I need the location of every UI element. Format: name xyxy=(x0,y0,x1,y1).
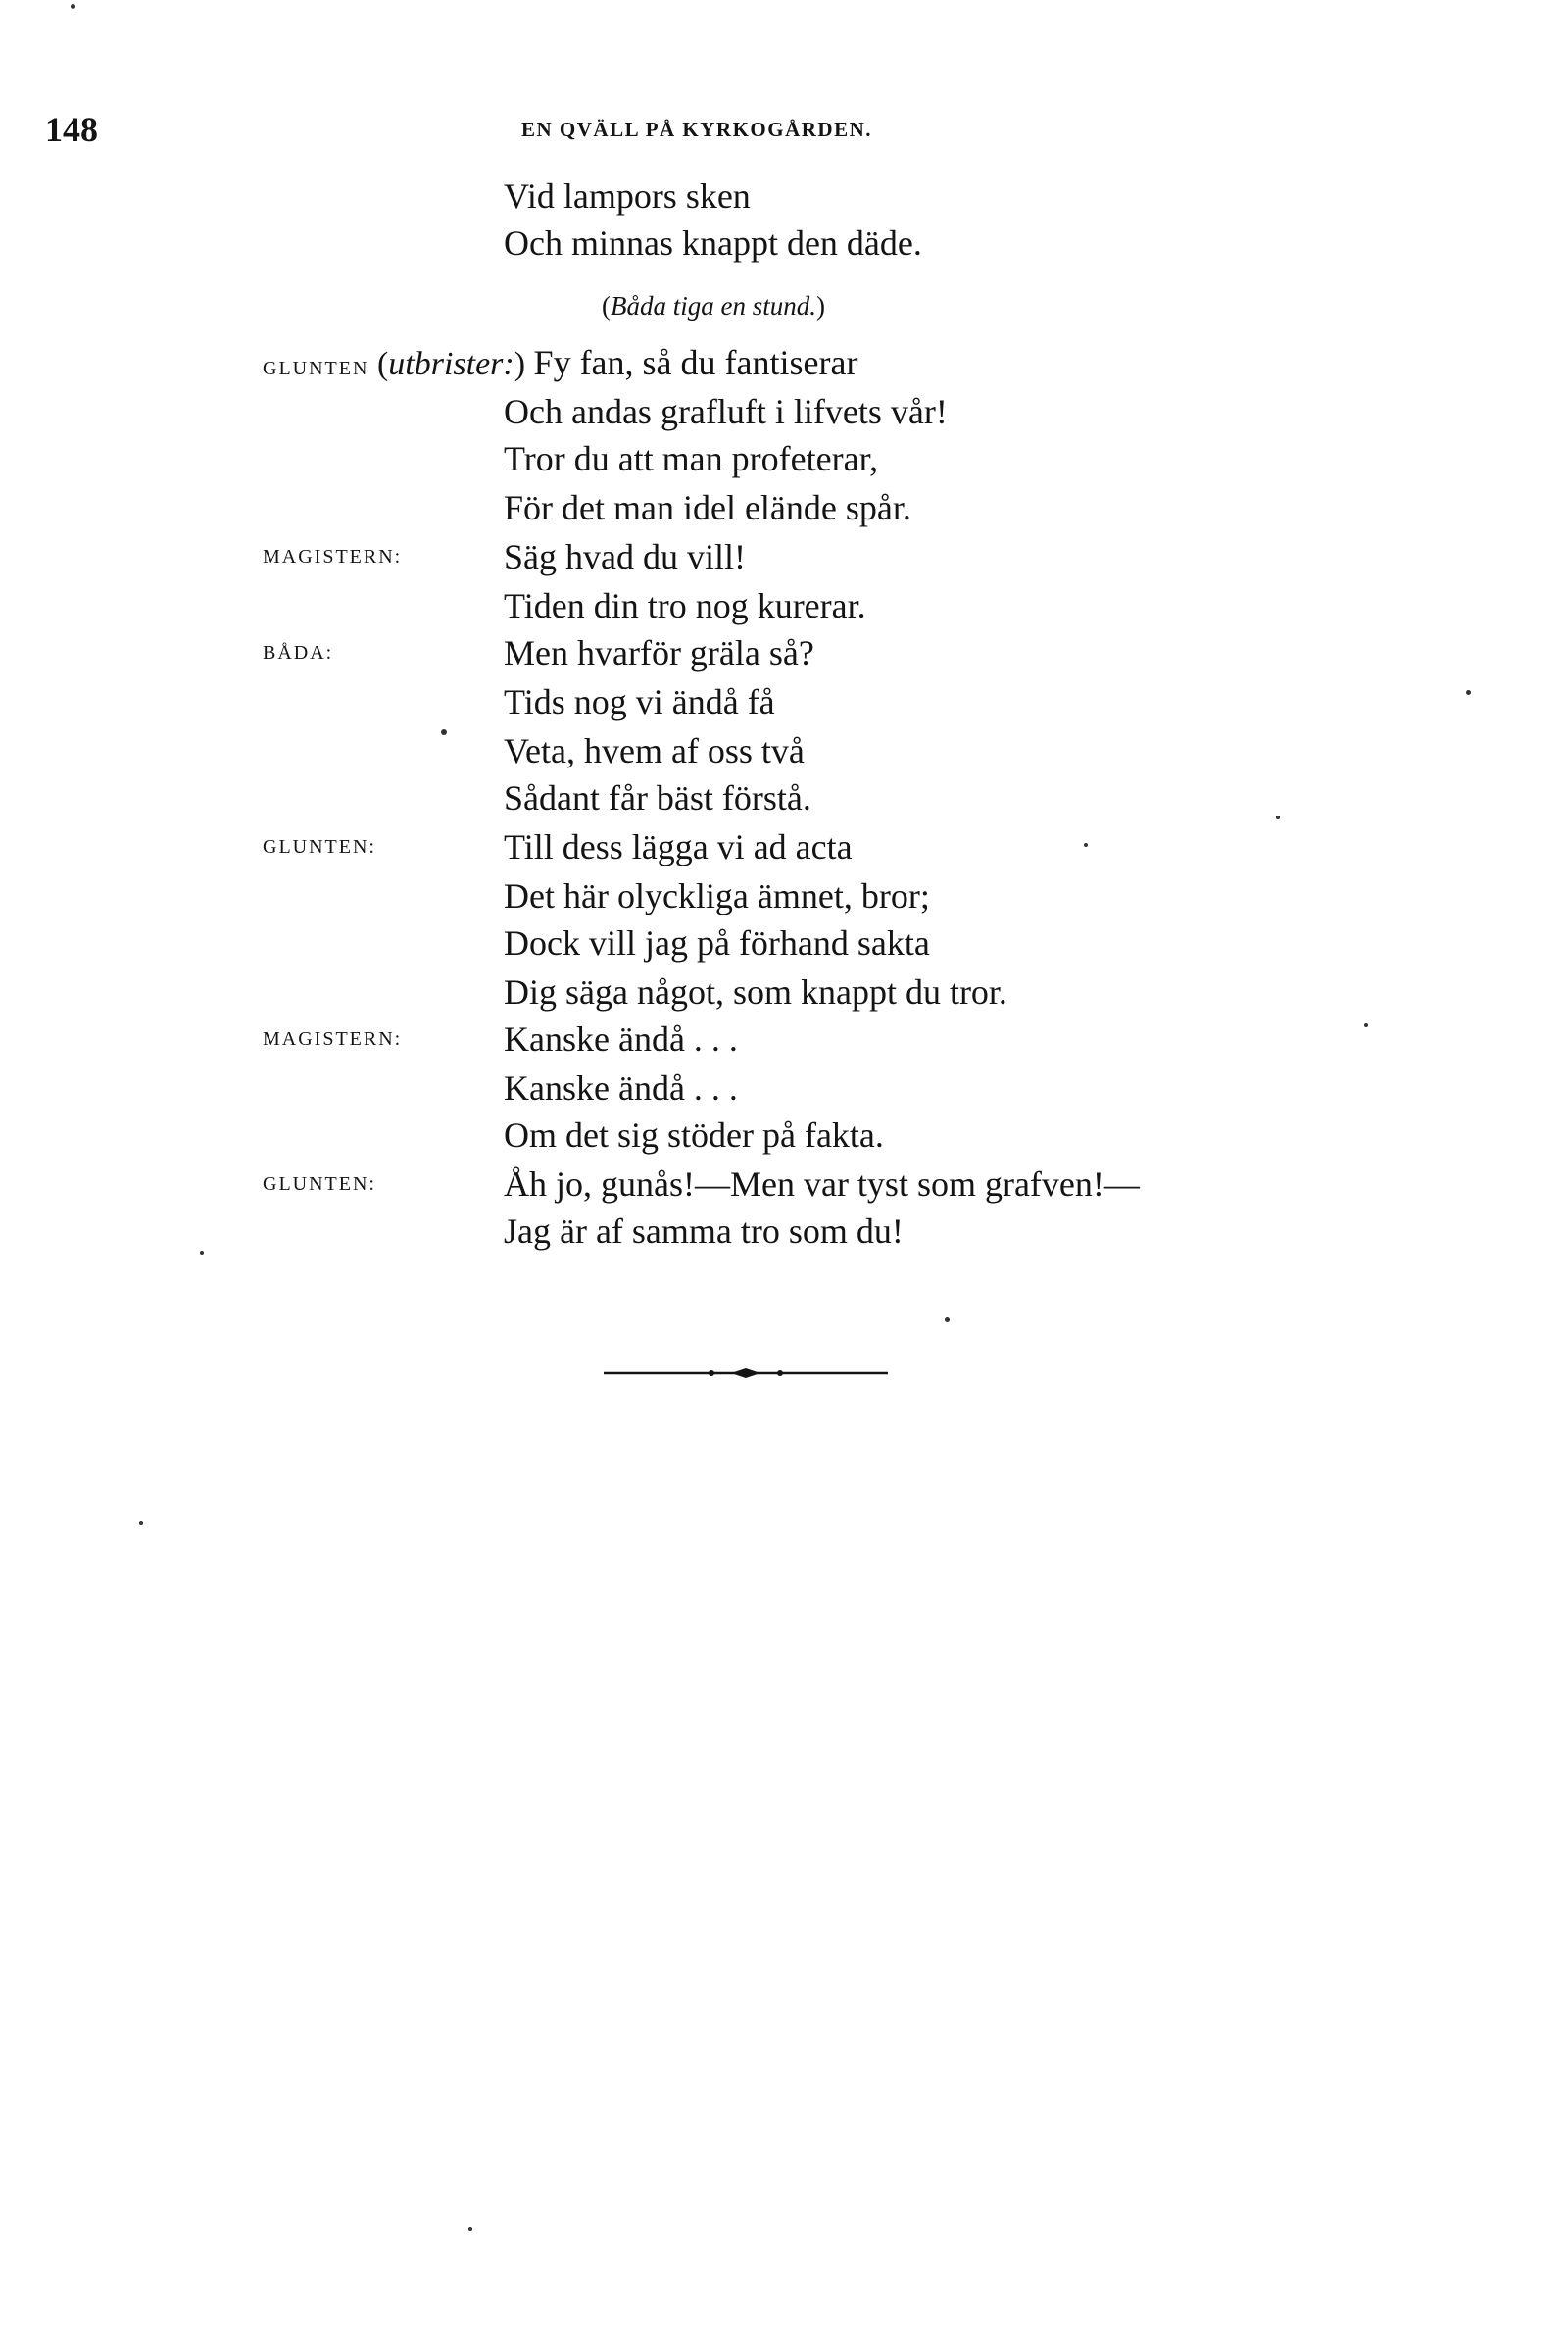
speaker-glunten: GLUNTEN xyxy=(263,358,369,379)
stage-direction-text: Båda tiga en stund. xyxy=(611,291,816,321)
verse-line: Kanske ändå . . . xyxy=(504,1019,738,1059)
direction-close: ) xyxy=(514,346,534,382)
speaker-magistern: MAGISTERN: xyxy=(263,546,403,568)
verse-line: Tids nog vi ändå få xyxy=(504,682,775,721)
end-ornament xyxy=(604,1366,888,1380)
scan-speck xyxy=(441,729,447,735)
verse-line: Det här olyckliga ämnet, bror; xyxy=(504,876,930,915)
verse-line: Säg hvad du vill! xyxy=(504,537,746,576)
stage-direction xyxy=(602,286,825,325)
verse-line: Fy fan, så du fantiserar xyxy=(533,343,858,382)
running-title: EN QVÄLL PÅ KYRKOGÅRDEN. xyxy=(521,118,873,141)
scan-speck xyxy=(1276,816,1280,819)
speaker-bada: BÅDA: xyxy=(263,642,334,664)
verse-line: Åh jo, gunås!—Men var tyst som grafven!— xyxy=(504,1164,1140,1204)
page-number: 148 xyxy=(45,110,98,149)
speaker-magistern: MAGISTERN: xyxy=(263,1028,403,1050)
verse-line: Vid lampors sken xyxy=(504,176,751,216)
verse-line: Och andas grafluft i lifvets vår! xyxy=(504,392,948,431)
stage-direction-close: ) xyxy=(816,291,825,321)
scan-speck xyxy=(139,1521,143,1525)
verse-line: Och minnas knappt den däde. xyxy=(504,223,922,263)
verse-line: Om det sig stöder på fakta. xyxy=(504,1115,884,1155)
speaker-line-glunten-exclaims xyxy=(263,341,858,392)
scan-speck xyxy=(1466,690,1471,695)
verse-line: För det man idel elände spår. xyxy=(504,488,911,527)
scan-speck xyxy=(1364,1023,1368,1027)
ornament-dot xyxy=(709,1370,714,1376)
stage-direction-open: ( xyxy=(602,291,611,321)
verse-line: Men hvarför gräla så? xyxy=(504,633,814,672)
verse-line: Tiden din tro nog kurerar. xyxy=(504,586,866,625)
verse-line: Kanske ändå . . . xyxy=(504,1068,738,1108)
speaker-direction: utbrister: xyxy=(388,346,514,382)
scan-speck xyxy=(468,2227,472,2231)
ornament-dot xyxy=(777,1370,783,1376)
verse-line: Dig säga något, som knappt du tror. xyxy=(504,972,1007,1012)
verse-line: Sådant får bäst förstå. xyxy=(504,778,811,817)
speaker-glunten: GLUNTEN: xyxy=(263,836,376,858)
verse-line: Till dess lägga vi ad acta xyxy=(504,827,853,866)
speaker-glunten: GLUNTEN: xyxy=(263,1173,376,1195)
verse-line: Dock vill jag på förhand sakta xyxy=(504,923,930,963)
ornament-diamond xyxy=(731,1368,760,1378)
scan-speck xyxy=(1084,843,1088,847)
verse-line: Tror du att man profeterar, xyxy=(504,439,879,478)
direction-open: ( xyxy=(368,346,389,382)
scan-speck xyxy=(945,1317,950,1322)
verse-line: Jag är af samma tro som du! xyxy=(504,1212,904,1251)
verse-line: Veta, hvem af oss två xyxy=(504,731,805,770)
scan-speck xyxy=(71,4,75,9)
scan-speck xyxy=(200,1251,204,1255)
